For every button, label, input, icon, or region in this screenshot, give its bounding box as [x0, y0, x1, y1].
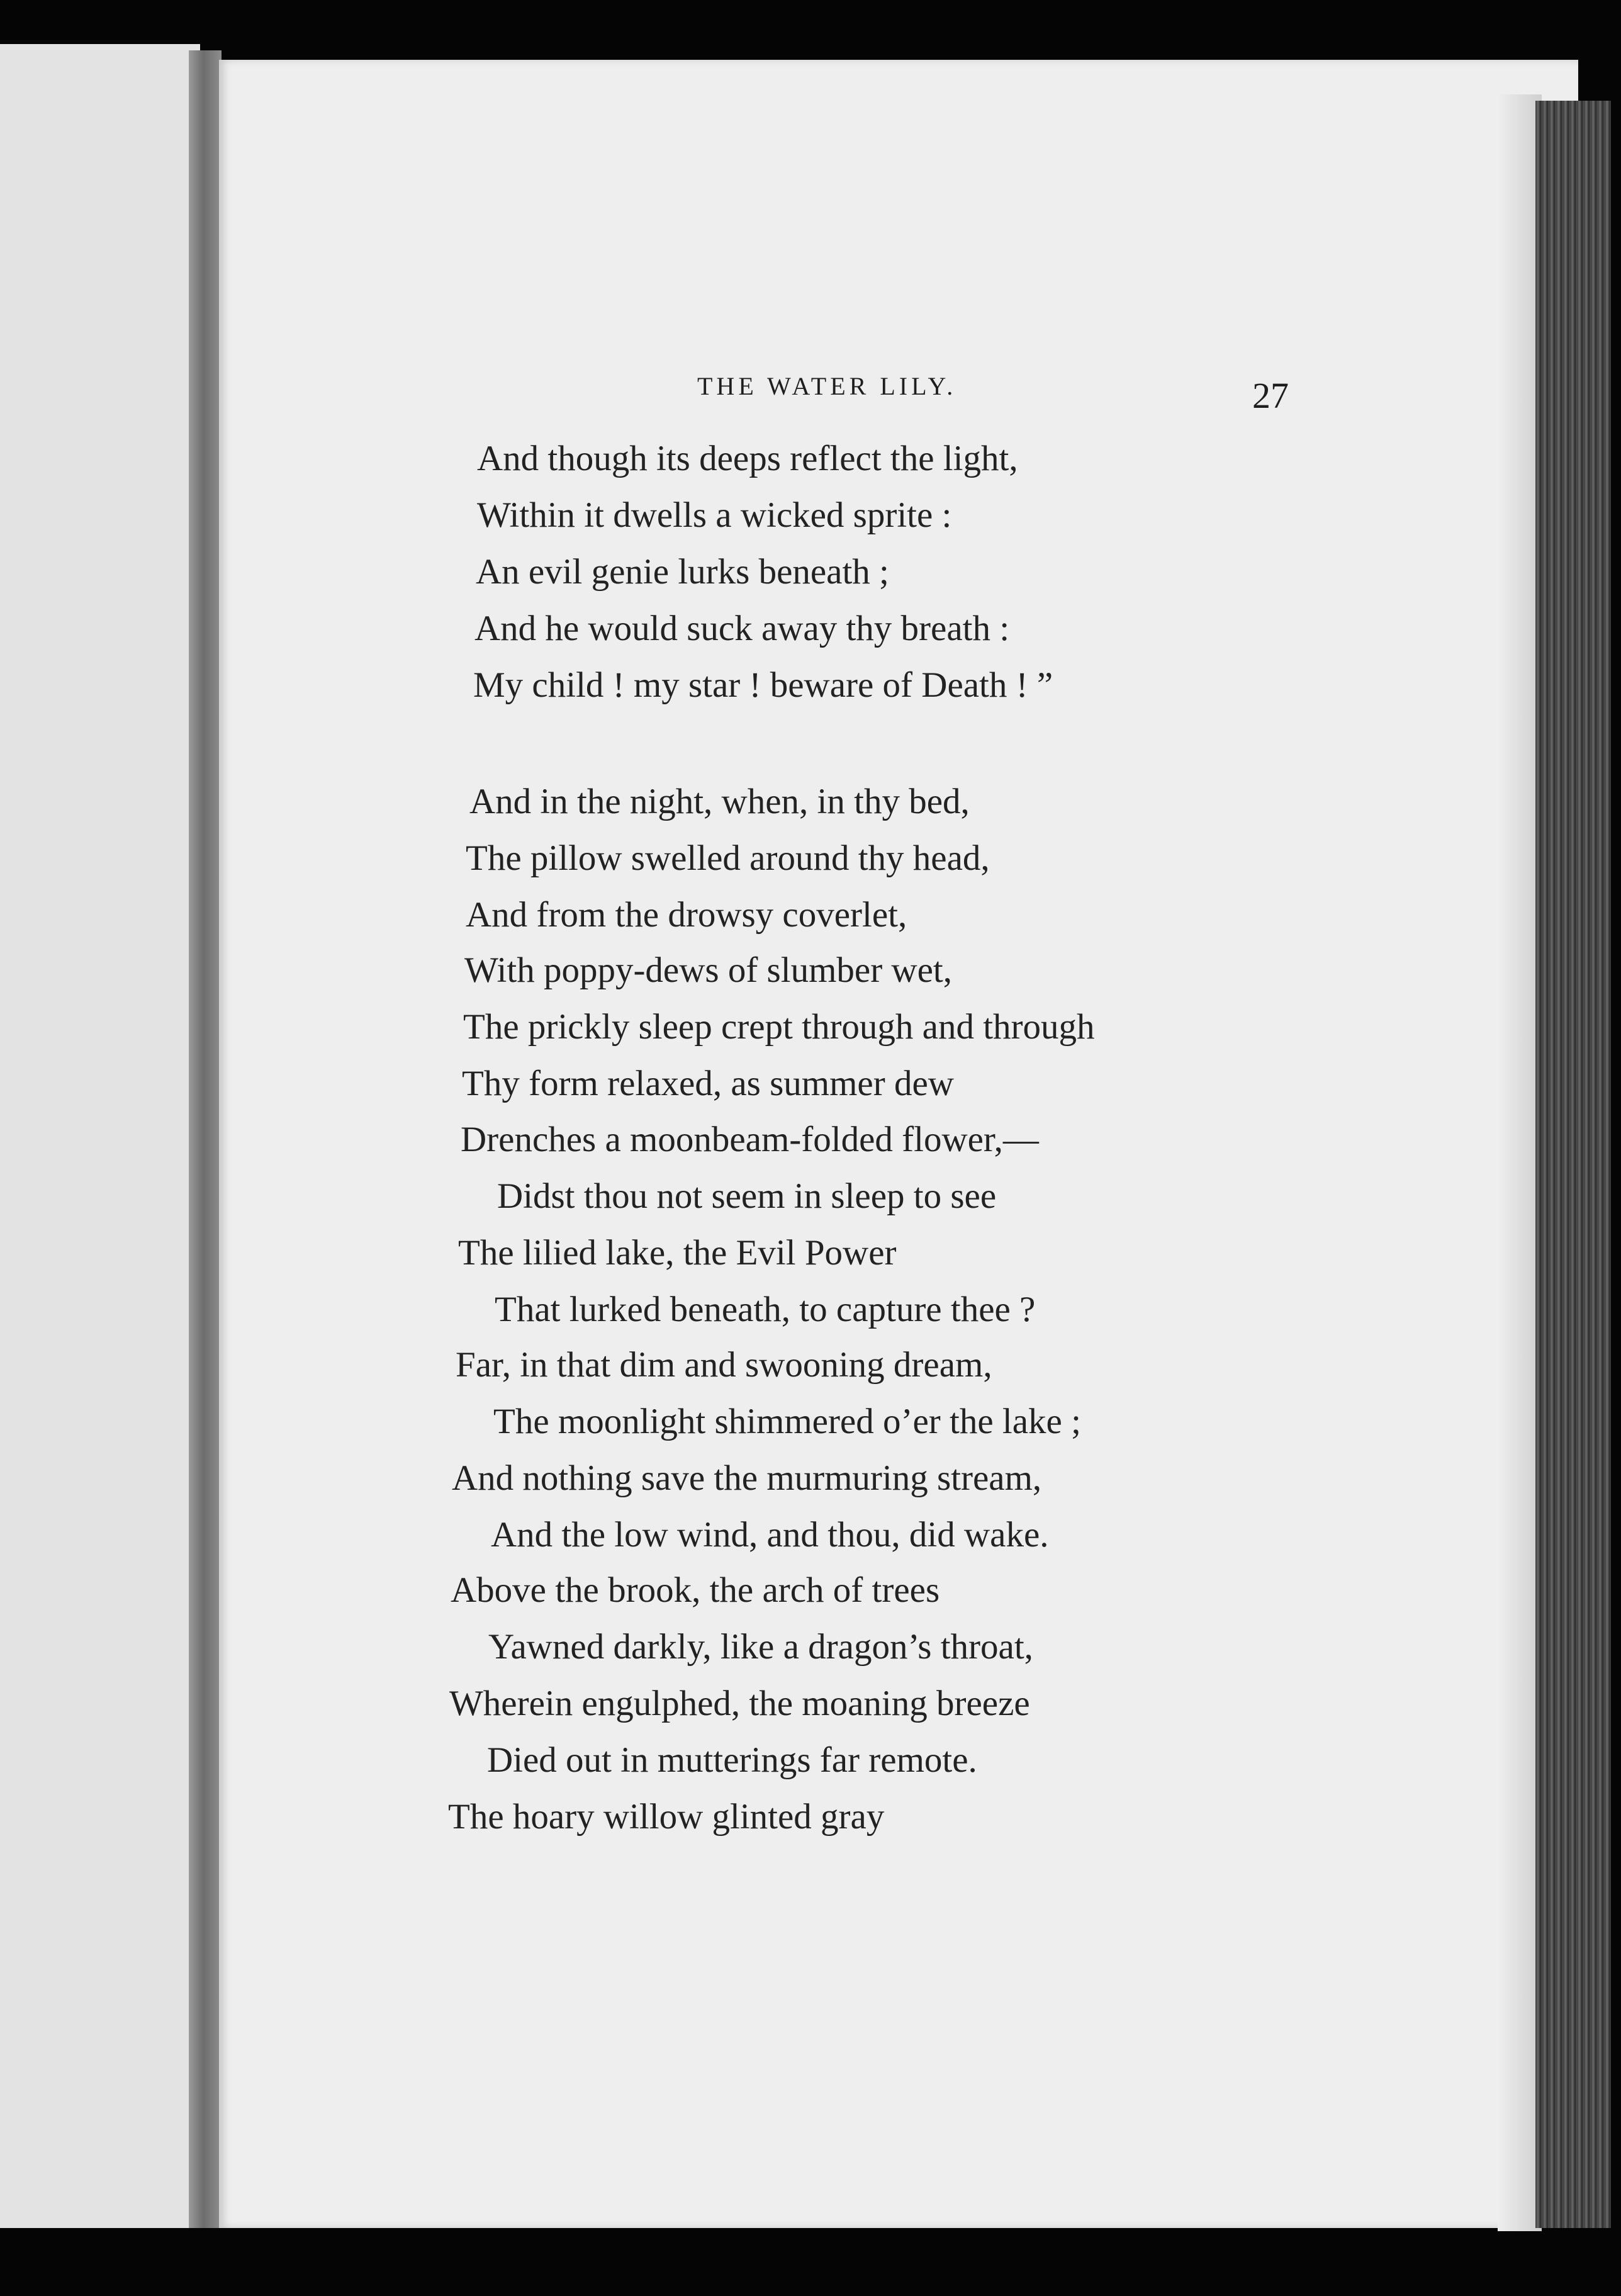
poem-line: An evil genie lurks beneath ; [476, 552, 889, 592]
poem-line: Within it dwells a wicked sprite : [477, 495, 952, 535]
poem-line: Died out in mutterings far remote. [487, 1740, 977, 1780]
poem-line: Didst thou not seem in sleep to see [497, 1176, 997, 1216]
poem-line: The hoary willow glinted gray [448, 1797, 885, 1837]
page-edges [1535, 101, 1611, 2228]
poem-line: The pillow swelled around thy head, [466, 838, 990, 878]
poem-line: With poppy-dews of slumber wet, [464, 950, 952, 990]
poem-line: And nothing save the murmuring stream, [452, 1458, 1042, 1498]
running-title: THE WATER LILY. [697, 372, 957, 400]
poem-line: And he would suck away thy breath : [474, 609, 1010, 648]
poem-line: Drenches a moonbeam-folded flower,— [461, 1120, 1039, 1159]
poem-line: That lurked beneath, to capture thee ? [495, 1290, 1036, 1329]
facing-page [0, 44, 200, 2228]
poem-line: And the low wind, and thou, did wake. [491, 1515, 1049, 1555]
poem-line: Above the brook, the arch of trees [451, 1570, 940, 1610]
poem-line: The prickly sleep crept through and through [463, 1007, 1095, 1047]
poem-line: And in the night, when, in thy bed, [469, 782, 970, 821]
page-number: 27 [1252, 375, 1289, 416]
poem-line: Wherein engulphed, the moaning breeze [449, 1684, 1030, 1723]
poem-line: Thy form relaxed, as summer dew [462, 1064, 954, 1103]
book-gutter [189, 50, 222, 2228]
poem-line: The moonlight shimmered o’er the lake ; [493, 1402, 1081, 1441]
poem-line: Far, in that dim and swooning dream, [456, 1345, 992, 1385]
poem-line: Yawned darkly, like a dragon’s throat, [488, 1627, 1033, 1667]
poem-line: And though its deeps reflect the light, [477, 439, 1018, 478]
poem-line: My child ! my star ! beware of Death ! ” [473, 665, 1053, 705]
poem-line: The lilied lake, the Evil Power [458, 1233, 897, 1273]
poem-line: And from the drowsy coverlet, [466, 895, 907, 935]
